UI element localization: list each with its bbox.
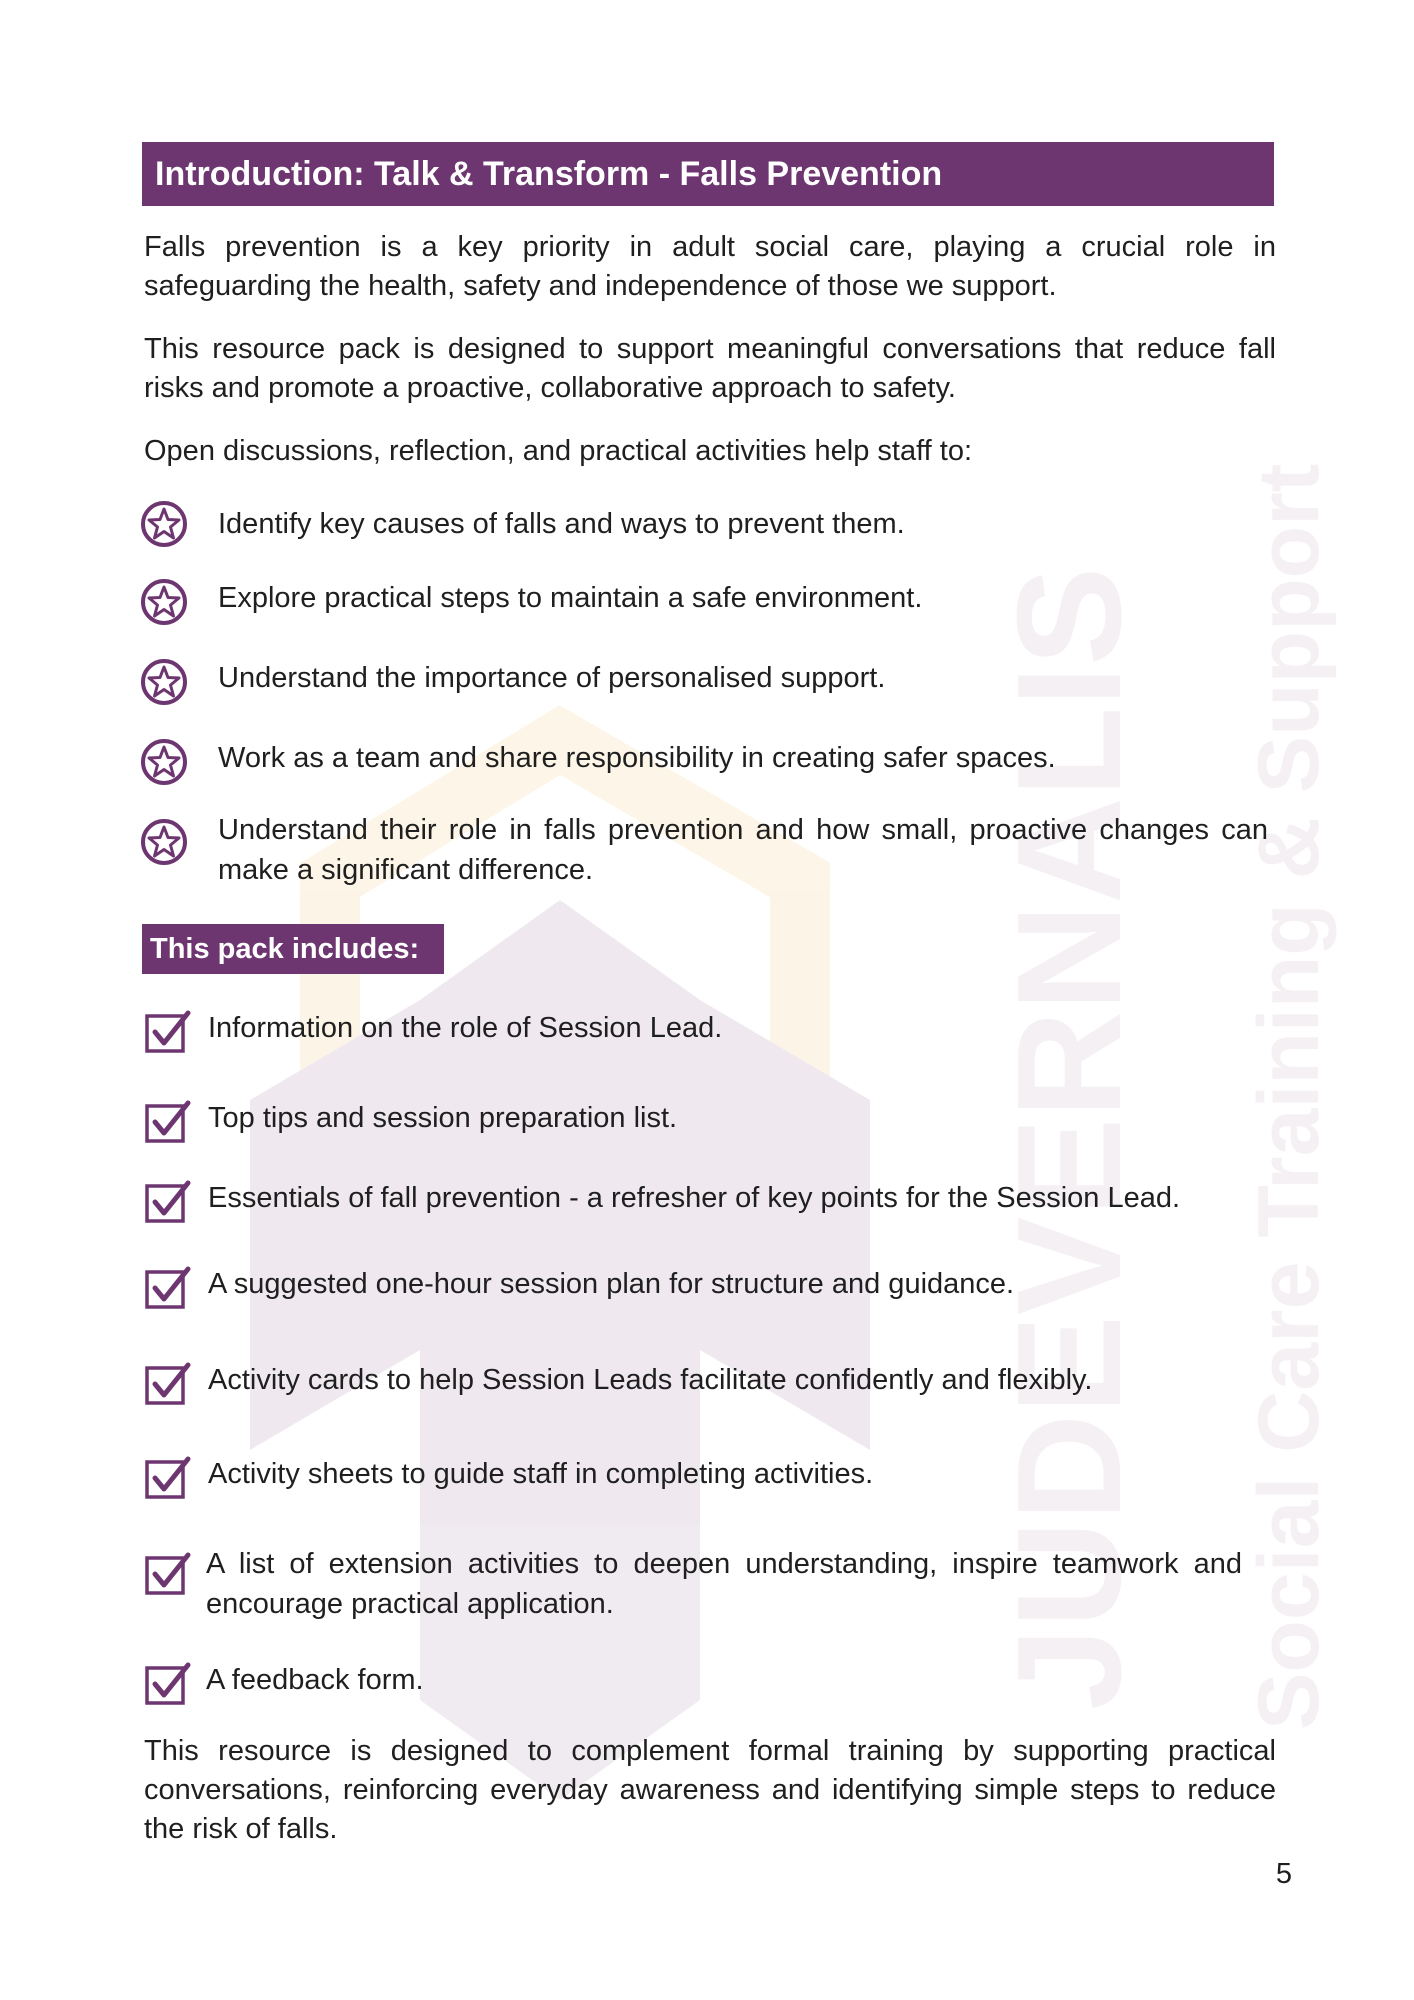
pack-item-1 <box>140 1008 1280 1068</box>
checkbox-checked-icon <box>144 1454 194 1500</box>
pack-item-3 <box>140 1178 1280 1238</box>
page-number: 5 <box>1275 1858 1292 1890</box>
aim-item-5 <box>140 814 1280 910</box>
star-circle-icon <box>140 658 188 706</box>
star-circle-icon <box>140 818 188 866</box>
checkbox-checked-icon <box>144 1098 194 1144</box>
checkbox-checked-icon <box>144 1264 194 1310</box>
aim-item-4 <box>140 738 1280 798</box>
pack-includes-label: This pack includes: <box>142 924 444 974</box>
watermark-brand: JUDEVERNALIS <box>987 566 1152 1710</box>
pack-item-6 <box>140 1454 1280 1514</box>
aim-item-2 <box>140 578 1280 638</box>
pack-item-text: Essentials of fall prevention - a refresher of key points for the Session Lead. <box>208 1182 1181 1214</box>
pack-item-text: A feedback form. <box>206 1664 424 1696</box>
page-title: Introduction: Talk & Transform - Falls Prevention <box>142 142 1274 206</box>
star-circle-icon <box>140 578 188 626</box>
pack-item-2 <box>140 1098 1280 1158</box>
pack-item-text: A list of extension activities to deepen understanding, inspire teamwork and encourage practical application. <box>206 1548 1242 1620</box>
intro-paragraph-1: Falls prevention is a key priority in adult social care, playing a crucial role in safeguarding the health, safety and independence of those we support. <box>144 231 1276 302</box>
pack-item-text: Activity sheets to guide staff in completing activities. <box>208 1458 874 1490</box>
aim-text: Work as a team and share responsibility in creating safer spaces. <box>218 742 1056 774</box>
checkbox-checked-icon <box>144 1178 194 1224</box>
aim-text: Understand the importance of personalised support. <box>218 662 886 694</box>
pack-item-text: Information on the role of Session Lead. <box>208 1012 723 1044</box>
watermark-tagline: Social Care Training & Support <box>1241 463 1337 1730</box>
aim-text: Identify key causes of falls and ways to prevent them. <box>218 508 905 540</box>
pack-item-text: Activity cards to help Session Leads facilitate confidently and flexibly. <box>208 1364 1093 1396</box>
closing-paragraph: This resource is designed to complement formal training by supporting practical conversations, reinforcing everyday awareness and identifying simple steps to reduce the risk of falls. <box>144 1735 1276 1845</box>
star-circle-icon <box>140 738 188 786</box>
checkbox-checked-icon <box>144 1550 194 1596</box>
pack-item-text: Top tips and session preparation list. <box>208 1102 678 1134</box>
pack-item-text: A suggested one-hour session plan for structure and guidance. <box>208 1268 1015 1300</box>
checkbox-checked-icon <box>144 1008 194 1054</box>
checkbox-checked-icon <box>144 1360 194 1406</box>
aim-text: Explore practical steps to maintain a safe environment. <box>218 582 923 614</box>
pack-item-5 <box>140 1360 1280 1420</box>
aim-text: Understand their role in falls prevention and how small, proactive changes can make a significant difference. <box>218 814 1268 886</box>
checkbox-checked-icon <box>144 1660 194 1706</box>
pack-item-4 <box>140 1264 1280 1324</box>
aim-item-3 <box>140 658 1280 718</box>
intro-paragraph-2: This resource pack is designed to support meaningful conversations that reduce fall risks and promote a proactive, collaborative approach to safety. <box>144 333 1276 404</box>
pack-item-8 <box>140 1660 1280 1720</box>
pack-item-7 <box>140 1550 1280 1640</box>
star-circle-icon <box>140 500 188 548</box>
intro-paragraph-3: Open discussions, reflection, and practical activities help staff to: <box>144 435 973 467</box>
aim-item-1 <box>140 500 1280 560</box>
